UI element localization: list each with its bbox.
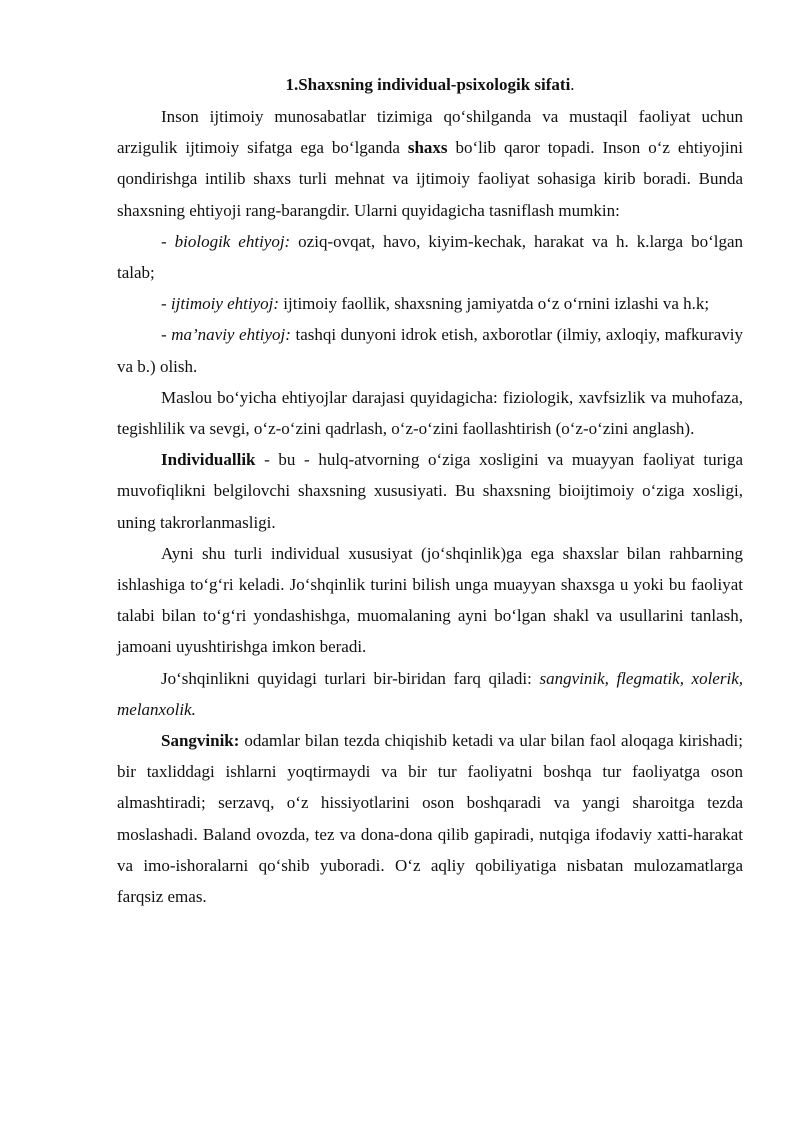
document-page [117, 70, 743, 912]
paragraph-text: Inson ijtimoiy munosabatlar tizimiga qo‘shilganda va mustaqil faoliyat uchun arzigulik ijtimoiy sifatga ega bo‘lganda [117, 107, 743, 158]
paragraph-text: Jo‘shqinlikni quyidagi turlari bir-biridan farq qiladi: [161, 668, 540, 688]
list-term: ma’naviy ehtiyoj: [171, 325, 291, 345]
section-title-text: 1.Shaxsning individual-psixologik sifati [285, 75, 571, 94]
bold-term-individuallik: Individuallik [161, 450, 256, 470]
list-item-spiritual [117, 319, 743, 381]
list-text: tashqi dunyoni idrok etish, axborotlar (ilmiy, axloqiy, mafkuraviy va b.) olish. [117, 325, 743, 376]
list-term: ijtimoiy ehtiyoj: [170, 294, 280, 314]
temperament-types: sangvinik, flegmatik, xolerik, melanxolik. [117, 668, 743, 719]
paragraph-text: odamlar bilan tezda chiqishib ketadi va ular bilan faol aloqaga kirishadi; bir taxliddagi ishlarni yoqtirmaydi va bir tur faoliyatni boshqa tur faoliyatga oson almashtiradi; serzavq, o‘z hissiyotlarini oson boshqaradi va yangi sharoitga tezda moslashadi. Baland ovozda, tez va dona-dona qilib gapiradi, nutqiga ifodaviy xatti-harakat va imo-ishoralarni qo‘shib yuboradi. O‘z aqliy qobiliyatiga nisbatan mulozamatlarga farqsiz emas. [117, 731, 743, 907]
section-title [117, 70, 743, 100]
paragraph-temperament: Ayni shu turli individual xususiyat (jo‘shqinlik)ga ega shaxslar bilan rahbarning ishlashiga to‘g‘ri keladi. Jo‘shqinlik turini bilish unga muayyan shaxsga u yoki bu faoliyat talabi bilan to‘g‘ri yondashishga, muomalaning ayni bo‘lgan shakl va usullarini tanlash, jamoani uyushtirishga imkon beradi. [117, 543, 743, 657]
list-dash: - [161, 231, 175, 251]
paragraph-text: - bu - hulq-atvorning o‘ziga xosligini va muayyan faoliyat turiga muvofiqlikni belgilovchi shaxsning xususiyati. Bu shaxsning bioijtimoiy o‘ziga xosligi, uning takrorlanmasligi. [117, 450, 743, 532]
list-dash: - [161, 294, 171, 314]
paragraph-sanguine [117, 725, 743, 912]
list-dash: - [161, 325, 172, 345]
bold-term-shaxs: shaxs [407, 138, 448, 158]
section-title-period: . [570, 75, 575, 94]
bold-term-sangvinik: Sangvinik: [161, 731, 240, 751]
list-text: ijtimoiy faollik, shaxsning jamiyatda o‘z o‘rnini izlashi va h.k; [279, 294, 710, 314]
paragraph-text: bo‘lib qaror topadi. Inson o‘z ehtiyojini qondirishga intilib shaxs turli mehnat va ijtimoiy faoliyat sohasiga kirib boradi. Bunda shaxsning ehtiyoji rang-barangdir. Ularni quyidagicha tasniflash mumkin: [117, 138, 743, 220]
paragraph-intro [117, 101, 743, 226]
list-item-social [117, 288, 743, 319]
list-text: oziq-ovqat, havo, kiyim-kechak, harakat va h. k.larga bo‘lgan talab; [117, 231, 743, 283]
paragraph-individuality [117, 444, 743, 538]
paragraph-maslow: Maslou bo‘yicha ehtiyojlar darajasi quyidagicha: fiziologik, xavfsizlik va muhofaza, tegishlilik va sevgi, o‘z-o‘zini qadrlash, o‘z-o‘zini faollashtirish (o‘z-o‘zini anglash). [117, 387, 743, 439]
list-item-biological [117, 226, 743, 288]
list-term: biologik ehtiyoj: [174, 231, 291, 251]
paragraph-types [117, 663, 743, 725]
